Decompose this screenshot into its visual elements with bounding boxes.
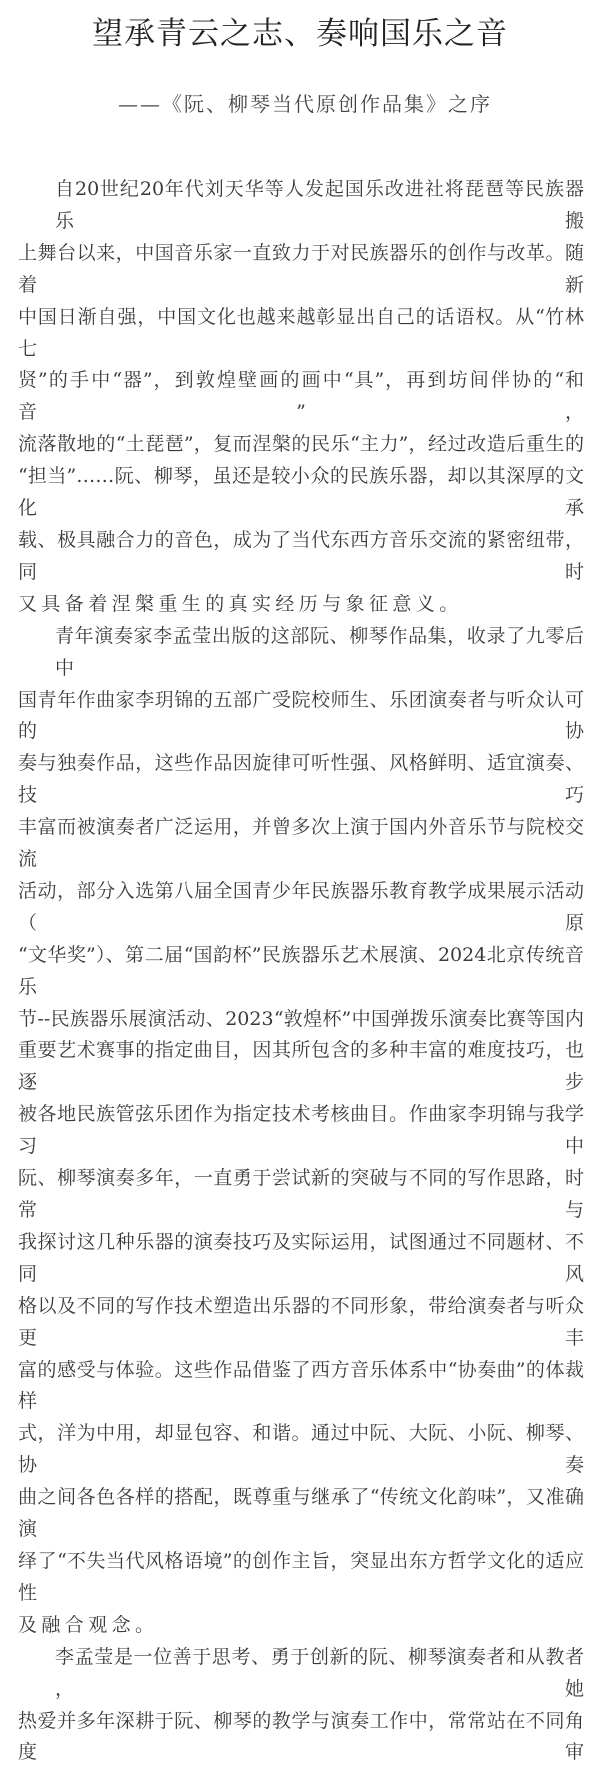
text-line: 式 ， 洋 为 中 用 ， 却 显 包 容 、 和 谐 。 通 过 中 阮 、 大 阮 、 小 阮 、 柳 琴 、 协 奏 xyxy=(18,1418,584,1482)
text-line: 富 的 感 受 与 体 验 。 这 些 作 品 借 鉴 了 西 方 音 乐 体 系 中 “协 奏 曲” 的 体 裁 样 xyxy=(18,1355,584,1419)
text-line: 被 各 地 民 族 管 弦 乐 团 作 为 指 定 技 术 考 核 曲 目 。 作 曲 家 李 玥 锦 与 我 学 习 中 xyxy=(18,1099,584,1163)
text-line: 贤” 的 手 中 “器”， 到 敦 煌 壁 画 的 画 中 “具”， 再 到 坊 间 伴 协 的 “和 音”， xyxy=(18,365,584,429)
text-line: 上 舞 台 以 来 ， 中 国 音 乐 家 一 直 致 力 于 对 民 族 器 乐 的 创 作 与 改 革 。 随 着 新 xyxy=(18,238,584,302)
page-title: 望承青云之志、奏响国乐之音 xyxy=(0,8,600,53)
text-line: 自 20 世 纪 20 年 代 刘 天 华 等 人 发 起 国 乐 改 进 社 将 琵 琶 等 民 族 器 乐 搬 xyxy=(18,174,584,238)
text-line: 绎 了 “不 失 当 代 风 格 语 境” 的 创 作 主 旨 ， 突 显 出 东 方 哲 学 文 化 的 适 应 性 xyxy=(18,1546,584,1610)
text-line: 我 探 讨 这 几 种 乐 器 的 演 奏 技 巧 及 实 际 运 用 ， 试 图 通 过 不 同 题 材 、 不 同 风 xyxy=(18,1227,584,1291)
page-subtitle: ——《阮、柳琴当代原创作品集》之序 xyxy=(118,88,588,117)
text-line: 及融合观念。 xyxy=(18,1610,584,1642)
paragraph xyxy=(18,1642,584,1769)
text-line: 奏 与 独 奏 作 品 ， 这 些 作 品 因 旋 律 可 听 性 强 、 风 格 鲜 明 、 适 宜 演 奏 、 技 巧 xyxy=(18,748,584,812)
text-line: 载 、 极 具 融 合 力 的 音 色 ， 成 为 了 当 代 东 西 方 音 乐 交 流 的 紧 密 纽 带 ， 同 时 xyxy=(18,525,584,589)
text-line: 丰 富 而 被 演 奏 者 广 泛 运 用 ， 并 曾 多 次 上 演 于 国 内 外 音 乐 节 与 院 校 交 流 xyxy=(18,812,584,876)
text-line: 又具备着涅槃重生的真实经历与象征意义。 xyxy=(18,589,584,621)
text-line: 中 国 日 渐 自 强 ， 中 国 文 化 也 越 来 越 彰 显 出 自 己 的 话 语 权 。 从 “竹 林 七 xyxy=(18,302,584,366)
text-line: 节 -- 民 族 器 乐 展 演 活 动 、 2023 “敦 煌 杯” 中 国 弹 拨 乐 演 奏 比 赛 等 国 内 xyxy=(18,1004,584,1036)
text-line: 流 落 散 地 的 “土 琵 琶”， 复 而 涅 槃 的 民 乐 “主 力”， 经 过 改 造 后 重 生 的 xyxy=(18,429,584,461)
text-line: 李 孟 莹 是 一 位 善 于 思 考 、 勇 于 创 新 的 阮 、 柳 琴 演 奏 者 和 从 教 者 ， 她 xyxy=(18,1642,584,1706)
text-line: 热 爱 并 多 年 深 耕 于 阮 、 柳 琴 的 教 学 与 演 奏 工 作 中 ， 常 常 站 在 不 同 角 度 审 xyxy=(18,1706,584,1769)
text-line: 曲 之 间 各 色 各 样 的 搭 配 ， 既 尊 重 与 继 承 了 “传 统 文 化 韵 味”， 又 准 确 演 xyxy=(18,1482,584,1546)
text-line: 阮 、 柳 琴 演 奏 多 年 ， 一 直 勇 于 尝 试 新 的 突 破 与 不 同 的 写 作 思 路 ， 时 常 与 xyxy=(18,1163,584,1227)
text-line: 活 动 ， 部 分 入 选 第 八 届 全 国 青 少 年 民 族 器 乐 教 育 教 学 成 果 展 示 活 动 （ 原 xyxy=(18,876,584,940)
text-line: 重 要 艺 术 赛 事 的 指 定 曲 目 ， 因 其 所 包 含 的 多 种 丰 富 的 难 度 技 巧 ， 也 逐 步 xyxy=(18,1035,584,1099)
text-line: 青 年 演 奏 家 李 孟 莹 出 版 的 这 部 阮 、 柳 琴 作 品 集 ， 收 录 了 九 零 后 中 xyxy=(18,621,584,685)
text-line: “文 华 奖”）、 第 二 届 “国 韵 杯” 民 族 器 乐 艺 术 展 演 、 2024 北 京 传 统 音 乐 xyxy=(18,940,584,1004)
text-line: “担 当”…… 阮 、 柳 琴 ， 虽 还 是 较 小 众 的 民 族 乐 器 ， 却 以 其 深 厚 的 文 化 承 xyxy=(18,461,584,525)
paragraph xyxy=(18,621,584,1642)
text-line: 国 青 年 作 曲 家 李 玥 锦 的 五 部 广 受 院 校 师 生 、 乐 团 演 奏 者 与 听 众 认 可 的 协 xyxy=(18,685,584,749)
paragraph xyxy=(18,174,584,621)
body-text xyxy=(18,174,584,1769)
text-line: 格 以 及 不 同 的 写 作 技 术 塑 造 出 乐 器 的 不 同 形 象 ， 带 给 演 奏 者 与 听 众 更 丰 xyxy=(18,1291,584,1355)
